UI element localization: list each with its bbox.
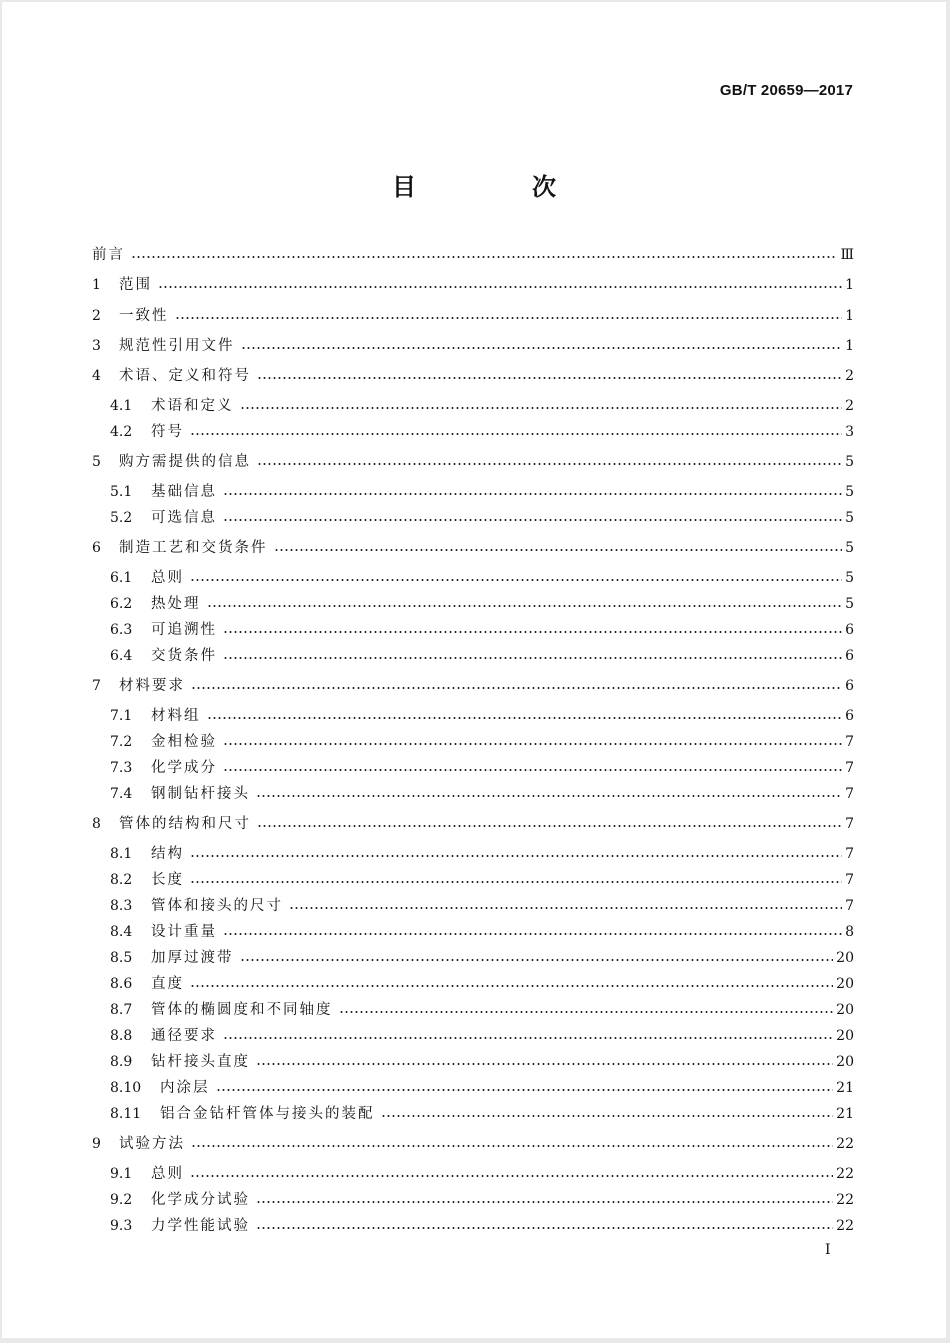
toc-leader-dots	[190, 855, 842, 857]
toc-page-number: 20	[836, 1054, 854, 1070]
toc-section-number: 7.1	[110, 708, 133, 724]
toc-entry-label: 总则	[151, 570, 184, 586]
toc-page-number: 21	[836, 1106, 854, 1122]
document-page	[2, 2, 946, 1338]
toc-entry-label: 术语、定义和符号	[119, 368, 251, 384]
toc-section-number: 7.3	[110, 760, 133, 776]
toc-entry-label: 化学成分试验	[151, 1192, 250, 1208]
toc-entry[interactable]	[110, 974, 854, 994]
toc-entry-label: 长度	[151, 872, 184, 888]
toc-entry-label: 管体的结构和尺寸	[119, 816, 251, 832]
toc-entry-label: 管体和接头的尺寸	[151, 898, 283, 914]
toc-entry-label: 可追溯性	[151, 622, 217, 638]
toc-section-number: 8.8	[110, 1028, 133, 1044]
toc-page-number: 20	[836, 950, 854, 966]
toc-entry-label: 金相检验	[151, 734, 217, 750]
toc-entry[interactable]	[110, 1026, 854, 1046]
toc-leader-dots	[190, 881, 842, 883]
toc-leader-dots	[207, 717, 843, 719]
toc-page-number: 6	[845, 708, 854, 724]
toc-entry[interactable]	[110, 646, 854, 666]
toc-section-number: 6.1	[110, 570, 133, 586]
toc-entry[interactable]	[110, 482, 854, 502]
toc-entry-label: 符号	[151, 424, 184, 440]
toc-leader-dots	[274, 549, 843, 551]
toc-page-number: 21	[836, 1080, 854, 1096]
toc-page-number: 8	[845, 924, 854, 940]
toc-entry[interactable]	[92, 1134, 854, 1154]
toc-leader-dots	[339, 1011, 834, 1013]
toc-section-number: 9.3	[110, 1218, 133, 1234]
toc-page-number: 22	[836, 1136, 854, 1152]
toc-entry[interactable]	[110, 870, 854, 890]
toc-section-number: 8.3	[110, 898, 133, 914]
page-title: 目 次	[392, 173, 602, 201]
toc-entry-label: 铝合金钻杆管体与接头的装配	[160, 1106, 375, 1122]
toc-entry-label: 一致性	[119, 308, 169, 324]
toc-entry[interactable]	[110, 1216, 854, 1236]
toc-section-number: 9	[92, 1136, 101, 1152]
toc-entry-label: 设计重量	[151, 924, 217, 940]
toc-leader-dots	[381, 1115, 834, 1117]
toc-leader-dots	[223, 493, 842, 495]
toc-entry-label: 内涂层	[160, 1080, 210, 1096]
toc-section-number: 8.2	[110, 872, 133, 888]
toc-entry[interactable]	[110, 422, 854, 442]
toc-section-number: 7.2	[110, 734, 133, 750]
toc-page-number: 22	[836, 1218, 854, 1234]
toc-entry[interactable]	[110, 1104, 854, 1124]
toc-section-number: 3	[92, 338, 101, 354]
toc-section-number: 4.2	[110, 424, 133, 440]
toc-page-number: 22	[836, 1192, 854, 1208]
toc-entry-label: 管体的椭圆度和不同轴度	[151, 1002, 333, 1018]
toc-entry[interactable]	[110, 508, 854, 528]
toc-leader-dots	[223, 657, 842, 659]
toc-page-number: Ⅲ	[840, 247, 854, 263]
toc-entry[interactable]	[92, 336, 854, 356]
toc-entry-label: 加厚过渡带	[151, 950, 234, 966]
toc-entry[interactable]	[110, 1190, 854, 1210]
toc-leader-dots	[175, 317, 843, 319]
toc-page-number: 7	[845, 816, 854, 832]
toc-entry-label: 热处理	[151, 596, 201, 612]
toc-entry[interactable]	[110, 1000, 854, 1020]
toc-entry-label: 化学成分	[151, 760, 217, 776]
toc-leader-dots	[190, 579, 842, 581]
toc-page-number: 7	[845, 760, 854, 776]
toc-leader-dots	[257, 825, 842, 827]
toc-page-number: 1	[845, 308, 854, 324]
toc-leader-dots	[190, 433, 842, 435]
toc-entry-label: 钢制钻杆接头	[151, 786, 250, 802]
toc-entry-label: 总则	[151, 1166, 184, 1182]
toc-section-number: 8.6	[110, 976, 133, 992]
toc-page-number: 6	[845, 648, 854, 664]
toc-page-number: 22	[836, 1166, 854, 1182]
toc-section-number: 9.2	[110, 1192, 133, 1208]
toc-section-number: 6	[92, 540, 101, 556]
toc-section-number: 5.2	[110, 510, 133, 526]
toc-section-number: 2	[92, 308, 101, 324]
toc-section-number: 8	[92, 816, 101, 832]
toc-entry-label: 交货条件	[151, 648, 217, 664]
toc-entry-label: 范围	[119, 277, 152, 293]
toc-entry[interactable]	[110, 1052, 854, 1072]
toc-entry[interactable]	[110, 784, 854, 804]
toc-leader-dots	[158, 286, 842, 288]
toc-entry-label: 可选信息	[151, 510, 217, 526]
toc-page-number: 3	[845, 424, 854, 440]
toc-leader-dots	[223, 743, 842, 745]
toc-entry-label: 直度	[151, 976, 184, 992]
toc-leader-dots	[191, 1145, 833, 1147]
toc-leader-dots	[131, 256, 837, 258]
toc-leader-dots	[289, 907, 842, 909]
toc-section-number: 4	[92, 368, 101, 384]
toc-entry[interactable]	[110, 620, 854, 640]
toc-section-number: 6.3	[110, 622, 133, 638]
toc-entry[interactable]	[92, 275, 854, 295]
toc-entry[interactable]	[110, 396, 854, 416]
toc-entry-label: 材料要求	[119, 678, 185, 694]
toc-page-number: 1	[845, 338, 854, 354]
toc-leader-dots	[256, 1063, 833, 1065]
toc-entry[interactable]	[110, 948, 854, 968]
toc-page-number: 7	[845, 872, 854, 888]
toc-leader-dots	[240, 959, 834, 961]
toc-entry[interactable]	[92, 814, 854, 834]
standard-code: GB/T 20659—2017	[719, 82, 853, 99]
toc-entry-label: 钻杆接头直度	[151, 1054, 250, 1070]
toc-section-number: 8.11	[110, 1106, 142, 1122]
toc-leader-dots	[257, 377, 842, 379]
toc-section-number: 8.5	[110, 950, 133, 966]
toc-entry[interactable]	[92, 245, 854, 265]
toc-section-number: 8.1	[110, 846, 133, 862]
toc-page-number: 7	[845, 734, 854, 750]
toc-entry[interactable]	[110, 758, 854, 778]
toc-page-number: 6	[845, 678, 854, 694]
toc-leader-dots	[256, 795, 842, 797]
toc-section-number: 1	[92, 277, 101, 293]
toc-entry[interactable]	[110, 594, 854, 614]
toc-section-number: 6.2	[110, 596, 133, 612]
toc-entry[interactable]	[110, 568, 854, 588]
toc-section-number: 7.4	[110, 786, 133, 802]
toc-entry[interactable]	[92, 366, 854, 386]
toc-entry-label: 材料组	[151, 708, 201, 724]
toc-leader-dots	[257, 463, 842, 465]
toc-entry-label: 结构	[151, 846, 184, 862]
toc-entry[interactable]	[110, 844, 854, 864]
toc-entry-label: 试验方法	[119, 1136, 185, 1152]
toc-leader-dots	[256, 1201, 833, 1203]
toc-page-number: 20	[836, 1028, 854, 1044]
toc-page-number: 2	[845, 398, 854, 414]
toc-entry[interactable]	[92, 676, 854, 696]
toc-entry[interactable]	[110, 1164, 854, 1184]
toc-entry-label: 制造工艺和交货条件	[119, 540, 268, 556]
toc-entry[interactable]	[110, 896, 854, 916]
toc-page-number: 20	[836, 976, 854, 992]
toc-entry-label: 购方需提供的信息	[119, 454, 251, 470]
toc-page-number: 5	[845, 596, 854, 612]
toc-page-number: 7	[845, 898, 854, 914]
toc-leader-dots	[191, 687, 842, 689]
toc-entry[interactable]	[110, 1078, 854, 1098]
toc-entry-label: 基础信息	[151, 484, 217, 500]
toc-page-number: 1	[845, 277, 854, 293]
toc-entry-label: 前言	[92, 247, 125, 263]
toc-entry[interactable]	[110, 922, 854, 942]
toc-page-number: 5	[845, 570, 854, 586]
toc-section-number: 6.4	[110, 648, 133, 664]
toc-page-number: 7	[845, 786, 854, 802]
toc-section-number: 5	[92, 454, 101, 470]
toc-leader-dots	[216, 1089, 834, 1091]
toc-entry[interactable]	[92, 306, 854, 326]
toc-page-number: 20	[836, 1002, 854, 1018]
toc-section-number: 8.9	[110, 1054, 133, 1070]
toc-section-number: 5.1	[110, 484, 133, 500]
toc-leader-dots	[223, 933, 842, 935]
toc-leader-dots	[256, 1227, 833, 1229]
toc-entry[interactable]	[110, 706, 854, 726]
toc-section-number: 8.10	[110, 1080, 142, 1096]
toc-section-number: 4.1	[110, 398, 133, 414]
toc-section-number: 9.1	[110, 1166, 133, 1182]
toc-section-number: 8.7	[110, 1002, 133, 1018]
toc-leader-dots	[223, 1037, 833, 1039]
toc-page-number: 7	[845, 846, 854, 862]
toc-entry[interactable]	[92, 452, 854, 472]
toc-leader-dots	[190, 1175, 833, 1177]
toc-leader-dots	[223, 519, 842, 521]
toc-entry[interactable]	[110, 732, 854, 752]
toc-section-number: 8.4	[110, 924, 133, 940]
toc-entry-label: 力学性能试验	[151, 1218, 250, 1234]
toc-page-number: 6	[845, 622, 854, 638]
toc-entry-label: 术语和定义	[151, 398, 234, 414]
toc-page-number: 2	[845, 368, 854, 384]
toc-leader-dots	[207, 605, 843, 607]
toc-page-number: 5	[845, 510, 854, 526]
toc-page-number: 5	[845, 454, 854, 470]
toc-page-number: 5	[845, 540, 854, 556]
toc-entry-label: 规范性引用文件	[119, 338, 235, 354]
toc-leader-dots	[190, 985, 833, 987]
toc-leader-dots	[241, 347, 843, 349]
page-number: I	[825, 1242, 831, 1258]
toc-entry-label: 通径要求	[151, 1028, 217, 1044]
toc-entry[interactable]	[92, 538, 854, 558]
toc-leader-dots	[240, 407, 843, 409]
toc-leader-dots	[223, 769, 842, 771]
toc-leader-dots	[223, 631, 842, 633]
toc-section-number: 7	[92, 678, 101, 694]
toc-page-number: 5	[845, 484, 854, 500]
